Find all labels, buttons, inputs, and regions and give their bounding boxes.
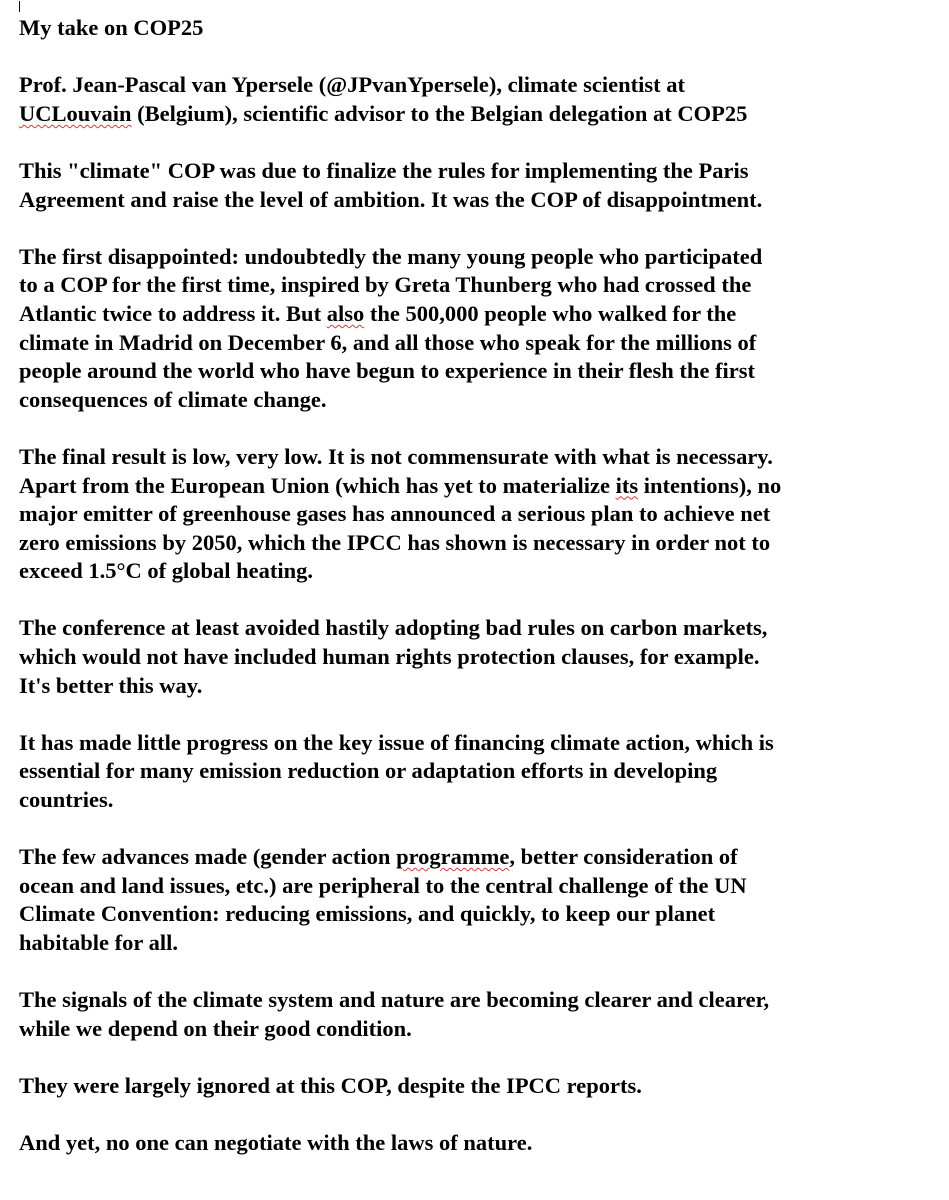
text-run: Apart from the European Union (which has yet to materialize — [19, 472, 616, 498]
paragraph-line: And yet, no one can negotiate with the laws of nature. — [19, 1130, 533, 1156]
paragraph-line — [19, 843, 941, 872]
paragraph-line — [19, 300, 941, 329]
paragraph-line: which would not have included human rights protection clauses, for example. — [19, 644, 760, 670]
paragraph-line: The conference at least avoided hastily adopting bad rules on carbon markets, — [19, 615, 768, 641]
paragraph-line: The first disappointed: undoubtedly the many young people who participated — [19, 243, 763, 269]
document-body[interactable] — [19, 14, 941, 1158]
paragraph-gap — [19, 815, 941, 844]
paragraph-line — [19, 472, 941, 501]
paragraph-gap — [19, 1043, 941, 1072]
spellcheck-flagged-word[interactable]: UCLouvain — [19, 100, 132, 126]
paragraph-line: exceed 1.5°C of global heating. — [19, 558, 313, 584]
byline-line — [19, 100, 941, 129]
paragraph-line: It's better this way. — [19, 672, 203, 698]
paragraph-line: countries. — [19, 787, 114, 813]
spellcheck-flagged-word[interactable]: programme — [396, 844, 510, 870]
paragraph-line: It has made little progress on the key issue of financing climate action, which is — [19, 729, 774, 755]
text-run: (Belgium), scientific advisor to the Belgian delegation at COP25 — [131, 100, 748, 126]
paragraph-line: habitable for all. — [19, 930, 178, 955]
text-run: intentions), no — [638, 472, 782, 498]
paragraph-gap — [19, 43, 941, 72]
paragraph-line: to a COP for the first time, inspired by Greta Thunberg who had crossed the — [19, 272, 752, 298]
text-run: , better consideration of — [509, 844, 738, 870]
paragraph-line: zero emissions by 2050, which the IPCC has shown is necessary in order not to — [19, 529, 771, 555]
paragraph-gap — [19, 700, 941, 729]
paragraph-gap — [19, 214, 941, 243]
text-run: Atlantic twice to address it. But — [19, 300, 327, 326]
text-run: The few advances made (gender action — [19, 844, 397, 870]
byline-line: Prof. Jean-Pascal van Ypersele (@JPvanYpersele), climate scientist at — [19, 72, 686, 98]
spellcheck-flagged-word[interactable]: also — [326, 300, 365, 326]
paragraph-line: climate in Madrid on December 6, and all those who speak for the millions of — [19, 329, 757, 355]
text-cursor — [19, 1, 20, 12]
paragraph-line: The signals of the climate system and nature are becoming clearer and clearer, — [19, 987, 770, 1013]
paragraph-line: Agreement and raise the level of ambition. It was the COP of disappointment. — [19, 186, 763, 212]
paragraph-gap — [19, 586, 941, 615]
paragraph-line: consequences of climate change. — [19, 386, 327, 412]
paragraph-line: They were largely ignored at this COP, despite the IPCC reports. — [19, 1072, 642, 1098]
paragraph-line: This "climate" COP was due to finalize the rules for implementing the Paris — [19, 157, 749, 183]
paragraph-line: while we depend on their good condition. — [19, 1015, 412, 1041]
paragraph-line: people around the world who have begun to experience in their flesh the first — [19, 358, 756, 384]
paragraph-line: Climate Convention: reducing emissions, and quickly, to keep our planet — [19, 901, 716, 927]
paragraph-line: ocean and land issues, etc.) are peripheral to the central challenge of the UN — [19, 872, 747, 898]
paragraph-gap — [19, 128, 941, 157]
text-run: the 500,000 people who walked for the — [364, 300, 737, 326]
spellcheck-flagged-word[interactable]: its — [615, 472, 639, 498]
paragraph-gap — [19, 1101, 941, 1130]
document-title: My take on COP25 — [19, 15, 204, 40]
paragraph-line: major emitter of greenhouse gases has announced a serious plan to achieve net — [19, 501, 771, 527]
paragraph-gap — [19, 958, 941, 987]
paragraph-line: The final result is low, very low. It is not commensurate with what is necessary. — [19, 443, 773, 469]
paragraph-gap — [19, 414, 941, 443]
paragraph-line: essential for many emission reduction or adaptation efforts in developing — [19, 758, 718, 784]
